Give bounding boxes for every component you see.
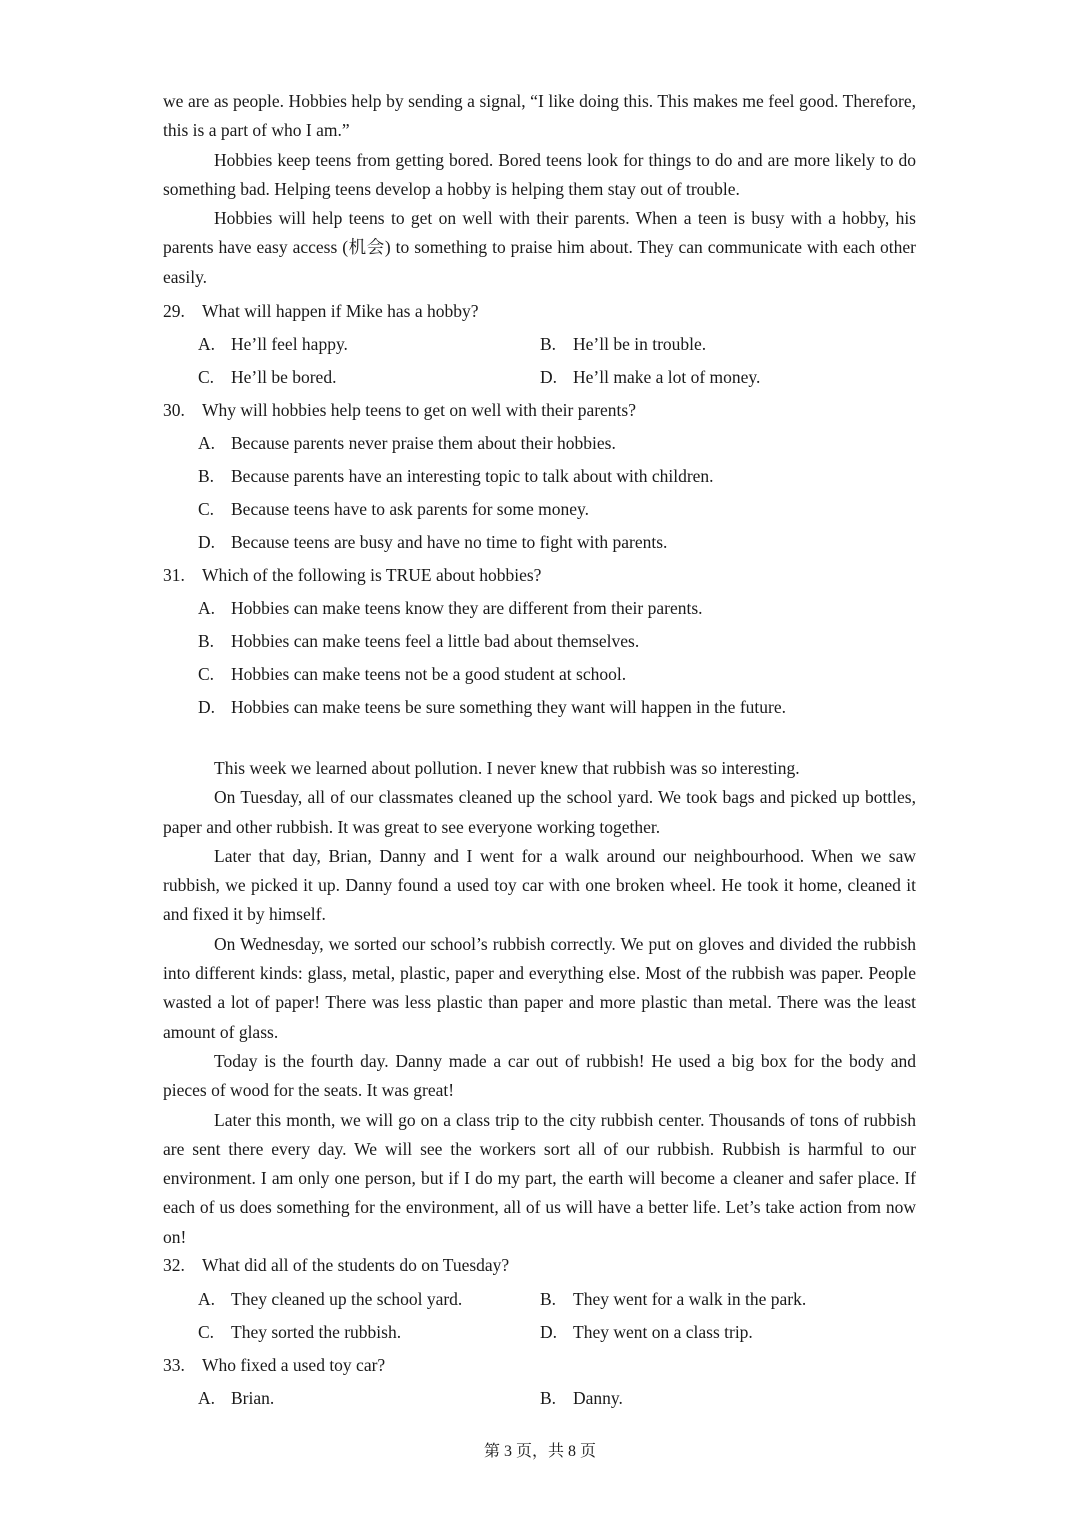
option-32-c: C. They sorted the rubbish. [198, 1322, 402, 1342]
question-text: Why will hobbies help teens to get on well with their parents? [202, 400, 636, 420]
option-30-d: D. Because teens are busy and have no time to fight with parents. [198, 532, 668, 552]
option-31-b: B. Hobbies can make teens feel a little bad about themselves. [198, 631, 640, 651]
option-32-b: B. They went for a walk in the park. [540, 1289, 807, 1309]
passage-2-paragraph: On Wednesday, we sorted our school’s rubbish correctly. We put on gloves and divided the rubbish into different kinds: glass, metal, plastic, paper and everything else. Most of the rubbish was paper. People wasted a lot of paper! There was less plastic than paper and more plastic than metal. There was the least amount of glass. [163, 933, 916, 1042]
option-31-d: D. Hobbies can make teens be sure something they want will happen in the future. [198, 697, 786, 717]
option-29-d: D. He’ll make a lot of money. [540, 367, 761, 387]
passage-1 [163, 87, 916, 292]
passage-1-paragraph: we are as people. Hobbies help by sending a signal, “I like doing this. This makes me feel good. Therefore, this is a part of who I am.” [163, 91, 916, 141]
passage-2-paragraph: This week we learned about pollution. I never knew that rubbish was so interesting. [214, 758, 800, 778]
passage-2-paragraph: Today is the fourth day. Danny made a car out of rubbish! He used a big box for the body and pieces of wood for the seats. It was great! [163, 1050, 916, 1101]
passage-2 [163, 754, 916, 1252]
question-number: 31. [163, 565, 185, 585]
question-29 [163, 301, 479, 321]
option-33-b: B. Danny. [540, 1388, 623, 1408]
question-text: Who fixed a used toy car? [202, 1355, 386, 1375]
question-text: Which of the following is TRUE about hobbies? [202, 565, 542, 585]
passage-2-paragraph: On Tuesday, all of our classmates cleaned up the school yard. We took bags and picked up bottles, paper and other rubbish. It was great to see everyone working together. [163, 787, 916, 837]
page-footer: 第 3 页，共 8 页 [483, 1443, 596, 1460]
question-number: 32. [163, 1255, 185, 1275]
question-31 [163, 565, 541, 585]
passage-2-paragraph: Later that day, Brian, Danny and I went for a walk around our neighbourhood. When we saw rubbish, we picked it up. Danny found a used toy car with one broken wheel. He took it home, cleaned it and fixed it by himself. [163, 845, 916, 925]
option-32-a: A. They cleaned up the school yard. [198, 1289, 463, 1309]
option-29-a: A. He’ll feel happy. [198, 334, 348, 354]
question-number: 29. [163, 301, 185, 321]
question-30 [163, 400, 636, 420]
question-text: What will happen if Mike has a hobby? [202, 301, 479, 321]
option-32-d: D. They went on a class trip. [540, 1322, 753, 1342]
question-33 [163, 1355, 385, 1375]
question-32 [163, 1255, 509, 1275]
option-30-a: A. Because parents never praise them about their hobbies. [198, 433, 616, 453]
option-29-b: B. He’ll be in trouble. [540, 334, 707, 354]
option-30-b: B. Because parents have an interesting topic to talk about with children. [198, 466, 714, 486]
option-30-c: C. Because teens have to ask parents for some money. [198, 499, 589, 519]
question-number: 33. [163, 1355, 185, 1375]
passage-2-paragraph: Later this month, we will go on a class trip to the city rubbish center. Thousands of tons of rubbish are sent there every day. We will see the workers sort all of our rubbish. Rubbish is harmful to our environment. I am only one person, but if I do my part, the earth will become a cleaner and safer place. If each of us does something for the environment, all of us will have a better life. Let’s take action from now on! [163, 1109, 916, 1247]
question-text: What did all of the students do on Tuesday? [202, 1255, 510, 1275]
option-31-c: C. Hobbies can make teens not be a good student at school. [198, 664, 627, 684]
option-33-a: A. Brian. [198, 1388, 275, 1408]
question-number: 30. [163, 400, 185, 420]
passage-1-paragraph: Hobbies keep teens from getting bored. Bored teens look for things to do and are more likely to do something bad. Helping teens develop a hobby is helping them stay out of trouble. [163, 149, 916, 199]
option-31-a: A. Hobbies can make teens know they are different from their parents. [198, 598, 703, 618]
passage-1-paragraph: Hobbies will help teens to get on well with their parents. When a teen is busy with a hobby, his parents have easy access (机会) to something to praise him about. They can communicate with each other easily. [163, 208, 916, 287]
option-29-c: C. He’ll be bored. [198, 367, 337, 387]
